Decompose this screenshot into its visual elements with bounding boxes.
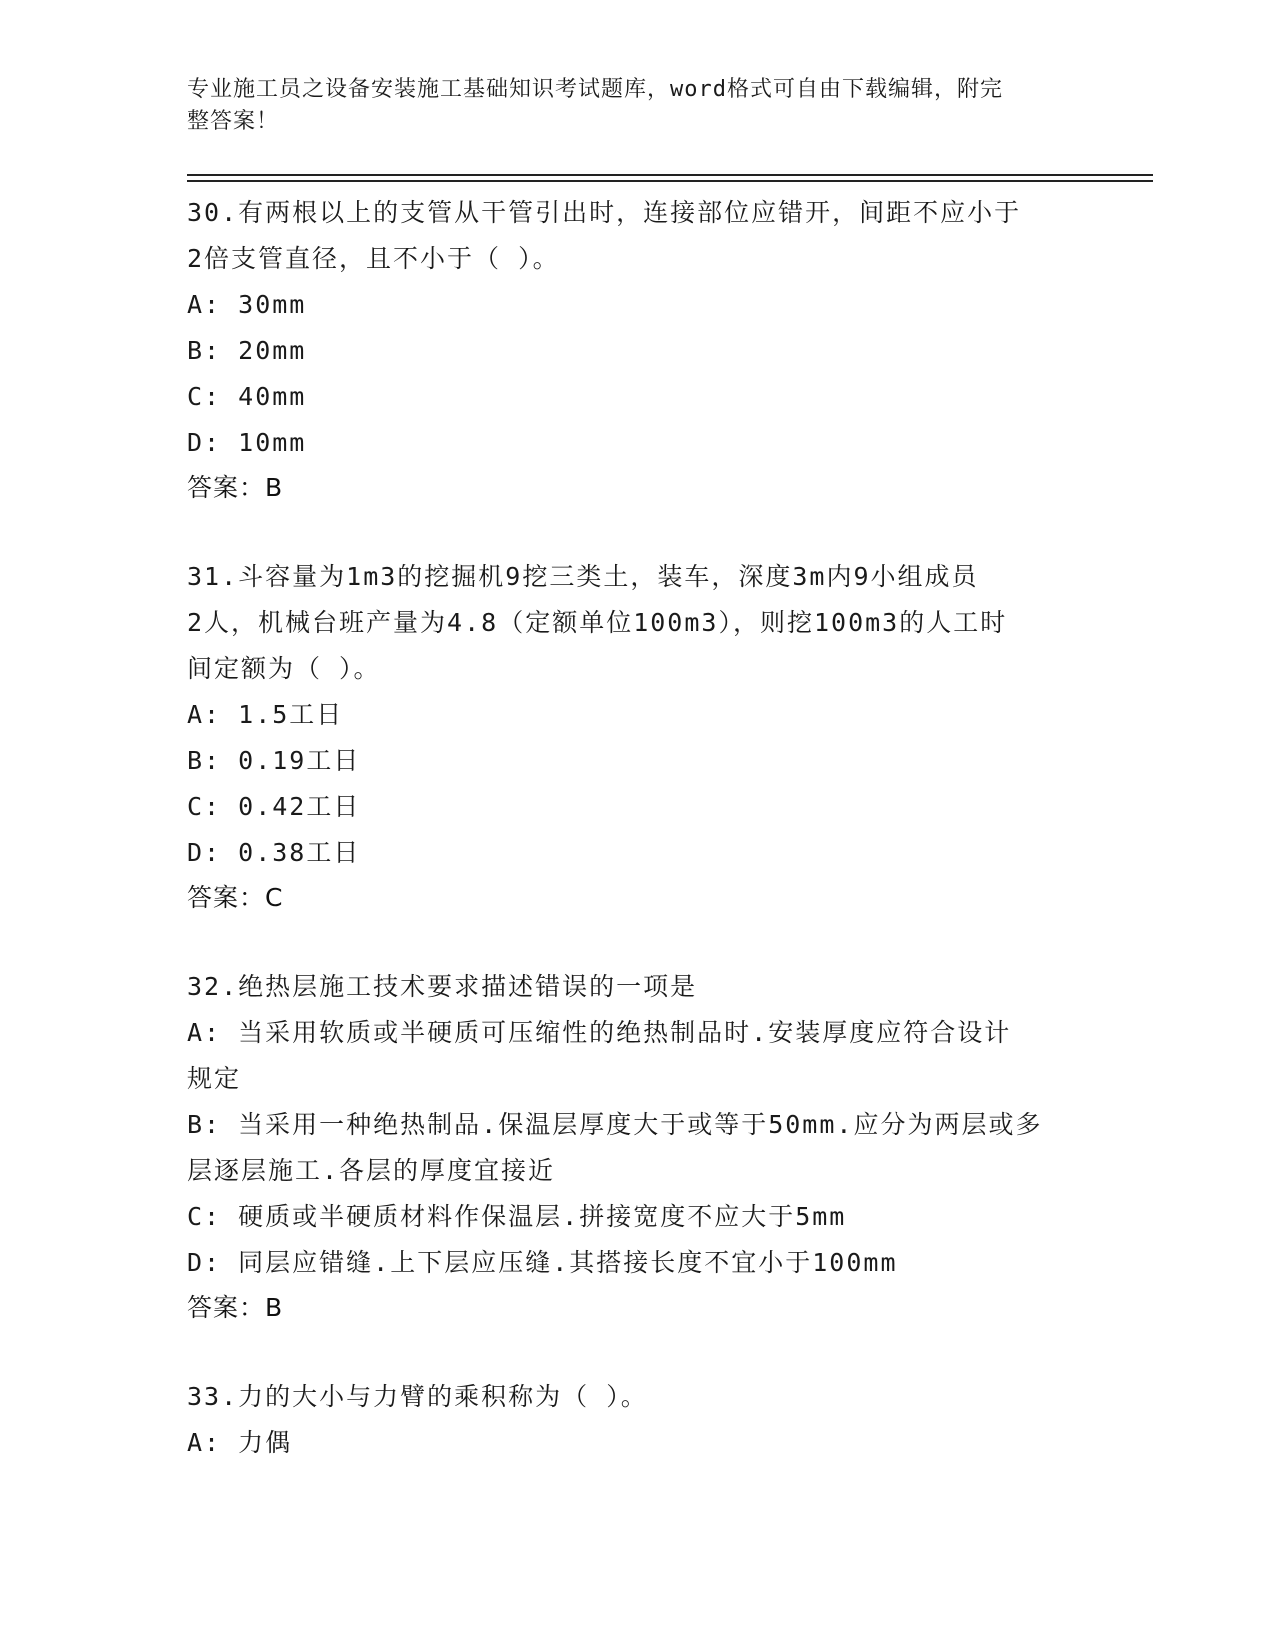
option-c: C: 40mm	[187, 382, 307, 411]
option-a: A: 30mm	[187, 290, 307, 319]
option-d: D: 0.38工日	[187, 838, 361, 867]
question-text-line: 30.有两根以上的支管从干管引出时，连接部位应错开，间距不应小于	[187, 198, 1022, 227]
option-d: D: 10mm	[187, 428, 307, 457]
option-b-continued: 层逐层施工.各层的厚度宜接近	[187, 1156, 556, 1185]
option-c: C: 硬质或半硬质材料作保温层.拼接宽度不应大于5mm	[187, 1202, 847, 1231]
question-list	[187, 190, 1087, 1466]
document-header-note	[187, 74, 1067, 138]
question-text-line: 33.力的大小与力臂的乘积称为（ ）。	[187, 1382, 648, 1411]
option-a-continued: 规定	[187, 1064, 242, 1093]
option-a: A: 1.5工日	[187, 700, 344, 729]
option-b: B: 20mm	[187, 336, 307, 365]
question-30	[187, 190, 1087, 510]
header-divider-bottom	[187, 180, 1153, 182]
answer-label: 答案：C	[187, 883, 284, 912]
header-line-2: 整答案！	[187, 109, 280, 134]
question-text-line: 2倍支管直径，且不小于（ ）。	[187, 244, 560, 273]
option-b: B: 0.19工日	[187, 746, 361, 775]
question-text-line: 2人，机械台班产量为4.8（定额单位100m3），则挖100m3的人工时	[187, 608, 1008, 637]
answer-label: 答案：B	[187, 473, 284, 502]
header-line-1: 专业施工员之设备安装施工基础知识考试题库，word格式可自由下载编辑，附完	[187, 77, 1003, 102]
option-a: A: 力偶	[187, 1428, 293, 1457]
question-spacer	[187, 1330, 1087, 1374]
question-text-line: 31.斗容量为1m3的挖掘机9挖三类土，装车，深度3m内9小组成员	[187, 562, 979, 591]
option-a: A: 当采用软质或半硬质可压缩性的绝热制品时.安装厚度应符合设计	[187, 1018, 1012, 1047]
question-32	[187, 964, 1087, 1330]
answer-label: 答案：B	[187, 1293, 284, 1322]
question-31	[187, 554, 1087, 920]
option-c: C: 0.42工日	[187, 792, 361, 821]
option-d: D: 同层应错缝.上下层应压缝.其搭接长度不宜小于100mm	[187, 1248, 898, 1277]
question-text-line: 32.绝热层施工技术要求描述错误的一项是	[187, 972, 698, 1001]
header-divider-top	[187, 174, 1153, 176]
question-text-line: 间定额为（ ）。	[187, 654, 381, 683]
option-b: B: 当采用一种绝热制品.保温层厚度大于或等于50mm.应分为两层或多	[187, 1110, 1043, 1139]
question-33	[187, 1374, 1087, 1466]
question-spacer	[187, 920, 1087, 964]
question-spacer	[187, 510, 1087, 554]
